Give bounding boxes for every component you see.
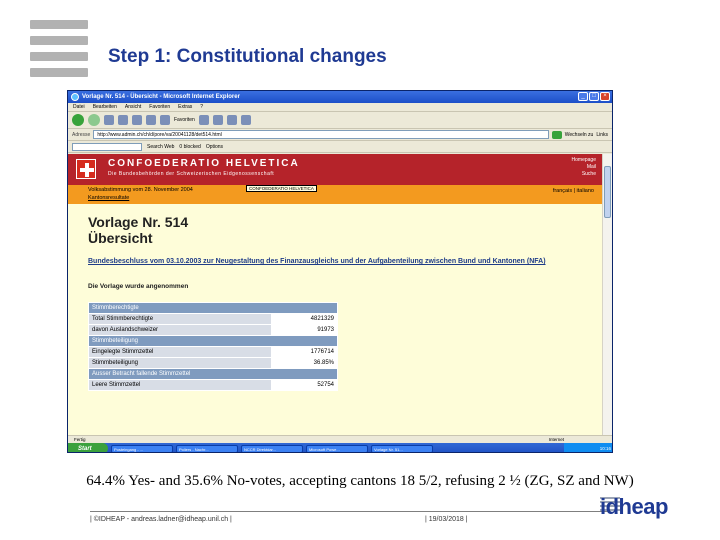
row-label: Eingelegte Stimmzettel [89,347,272,358]
table-group-header [89,336,338,347]
idheap-logo: idheap [600,494,668,519]
vorlage-title: Vorlage Nr. 514 [88,214,189,230]
history-icon[interactable] [199,115,209,125]
header-links [572,157,596,178]
address-bar [68,129,612,141]
scrollbar-thumb[interactable] [604,166,611,218]
row-value: 52754 [272,380,338,391]
menu-help[interactable]: ? [200,104,204,110]
swiss-flag-icon [76,159,96,179]
menu-extras[interactable]: Extras [178,104,193,110]
slide-decoration-bars [30,20,88,84]
system-tray-clock: 10:16 [564,443,613,453]
menu-datei[interactable]: Datei [73,104,85,110]
slide-title: Step 1: Constitutional changes [108,46,387,67]
table-group-header [89,369,338,380]
browser-toolbar [68,112,612,129]
back-icon[interactable] [72,114,84,126]
table-row [89,325,338,336]
vertical-scrollbar[interactable] [602,154,612,435]
bundesbeschluss-link[interactable]: Bundesbeschluss vom 03.10.2003 zur Neugestaltung des Finanzausgleichs und der Aufgabenteilung zwischen Bund und Kantonen (NFA) [88,258,546,265]
mail-icon[interactable] [213,115,223,125]
cantons-results-link[interactable]: Kantonsresultate [88,195,130,201]
go-label[interactable]: Wechseln zu [564,131,594,138]
menu-bearbeiten[interactable]: Bearbeiten [92,104,117,110]
mail-link[interactable]: Mail [586,164,596,170]
site-name: CONFOEDERATIO HELVETICA [108,158,300,169]
table-row [89,380,338,391]
suche-link[interactable]: Suche [581,171,596,177]
google-toolbar [68,141,612,153]
table-row [89,347,338,358]
status-bar [68,435,613,443]
accepted-text: Die Vorlage wurde angenommen [88,283,189,290]
row-label: davon Auslandschweizer [89,325,272,336]
menu-favoriten[interactable]: Favoriten [149,104,171,110]
refresh-icon[interactable] [118,115,128,125]
browser-window [67,90,613,453]
vorlage-heading [88,214,188,246]
stop-icon[interactable] [104,115,114,125]
address-label: Adresse [72,131,91,138]
minimize-button[interactable]: _ [578,92,588,101]
google-search-web-button[interactable]: Search Web [147,143,175,150]
maximize-button[interactable]: □ [589,92,599,101]
footer-divider [90,511,610,512]
close-button[interactable]: × [600,92,610,101]
address-input[interactable]: http://www.admin.ch/ch/d/pore/va/20041128/det514.html [93,130,548,139]
site-header [68,154,604,185]
row-value: 4821329 [272,314,338,325]
windows-taskbar [68,443,613,453]
vote-date: Volksabstimmung vom 28. November 2004 [88,187,193,193]
row-label: Leere Stimmzettel [89,380,272,391]
results-table [88,302,338,391]
status-text: Fertig [74,437,86,442]
forward-icon[interactable] [88,114,100,126]
menu-ansicht[interactable]: Ansicht [124,104,142,110]
taskbar-item[interactable]: Posteingang - ... [111,445,173,453]
page-viewport [68,154,604,435]
tooltip: CONFOEDERATIO HELVETICA [246,185,317,192]
footer-date: | 19/03/2018 | [425,516,468,523]
language-links[interactable]: français | italiano [552,188,594,194]
row-label: Total Stimmberechtigte [89,314,272,325]
start-button[interactable]: Start [68,443,108,453]
row-value: 91973 [272,325,338,336]
internet-zone: Internet [548,437,564,442]
row-value: 36.85% [272,358,338,369]
page-content [68,204,604,435]
taskbar-item[interactable]: NCCR Direktdar... [241,445,303,453]
favorites-icon[interactable] [160,115,170,125]
taskbar-item[interactable]: Poliers - Nachr... [176,445,238,453]
group-header: Stimmberechtigte [89,303,338,314]
row-value: 1776714 [272,347,338,358]
overview-title: Übersicht [88,230,153,246]
internet-explorer-icon [71,93,79,101]
window-titlebar [68,91,612,103]
print-icon[interactable] [227,115,237,125]
google-options-button[interactable]: Options [205,143,224,150]
favorites-label[interactable]: Favoriten [174,117,195,123]
navigation-bar [68,185,604,204]
site-subtitle: Die Bundesbehörden der Schweizerischen Eidgenossenschaft [108,171,275,177]
homepage-link[interactable]: Homepage [571,157,596,163]
taskbar-item[interactable]: Microsoft Powe... [306,445,368,453]
edit-icon[interactable] [241,115,251,125]
go-icon[interactable] [552,131,562,139]
table-group-header [89,303,338,314]
search-icon[interactable] [146,115,156,125]
footer-contact: | ©IDHEAP - andreas.ladner@idheap.unil.ch | [90,516,232,523]
table-row [89,358,338,369]
home-icon[interactable] [132,115,142,125]
row-label: Stimmbeteiligung [89,358,272,369]
menu-bar [68,103,612,112]
popup-blocked-label[interactable]: 0 blocked [179,143,201,150]
group-header: Stimmbeteiligung [89,336,338,347]
group-header: Ausser Betracht fallende Stimmzettel [89,369,338,380]
slide-caption: 64.4% Yes- and 35.6% No-votes, accepting cantons 18 5/2, refusing 2 ½ (ZG, SZ and NW) [86,473,634,489]
taskbar-item[interactable]: Vorlage Nr. 51... [371,445,433,453]
window-title: Vorlage Nr. 514 - Übersicht - Microsoft Internet Explorer [82,94,240,100]
google-search-input[interactable] [72,143,142,151]
links-label[interactable]: Links [596,131,608,138]
table-row [89,314,338,325]
